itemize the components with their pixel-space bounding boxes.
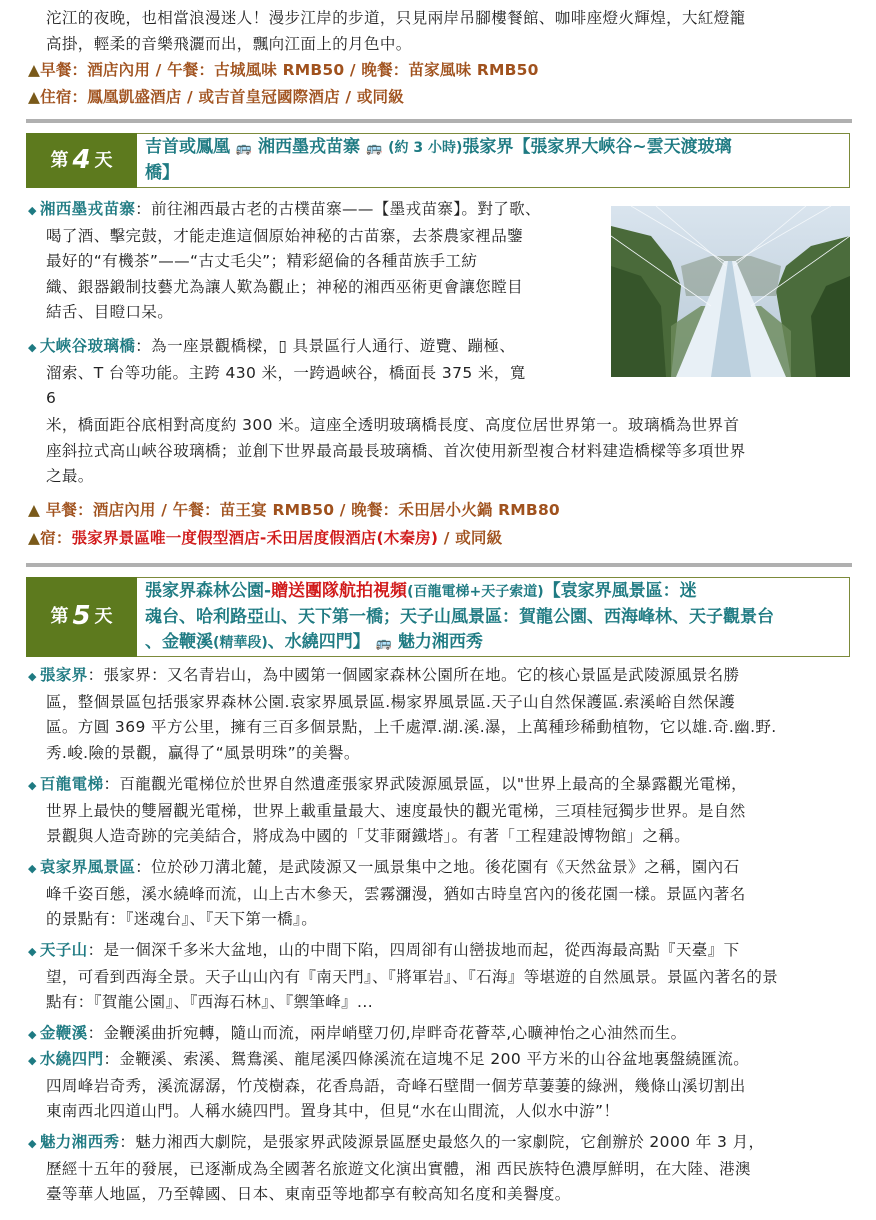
bullet-icon: ◆ <box>28 1137 37 1150</box>
day4-header <box>26 133 850 188</box>
bullet-icon: ◆ <box>28 1054 37 1067</box>
day5-item-shuiraosimen: ◆ 水繞四門：金鞭溪、索溪、鴛鴦溪、龍尾溪四條溪流在這塊不足 200 平方米的山谷盆地裏盤繞匯流。 四周峰岩奇秀，溪流潺潺，竹茂樹森，花香鳥語，奇峰石壁間一個芳草萋萋的綠洲，幾條山溪切割出 東南西北四道山門。人稱水繞四門。置身其中，但見“水在山間流，人似水中游”！ <box>28 1050 750 1120</box>
bullet-icon: ◆ <box>28 779 37 792</box>
bullet-icon: ◆ <box>28 341 37 354</box>
intro-line-1: 沱江的夜晚，也相當浪漫迷人！漫步江岸的步道，只見兩岸吊腳樓餐館、咖啡座燈火輝煌，大紅燈籠 <box>46 9 746 27</box>
bullet-icon: ◆ <box>28 1028 37 1041</box>
bullet-icon: ◆ <box>28 204 37 217</box>
day5-badge: 第 5 天 <box>26 577 137 657</box>
bullet-icon: ◆ <box>28 670 37 683</box>
day5-item-yuanjiajie: ◆ 袁家界風景區：位於砂刀溝北麓，是武陵源又一風景集中之地。後花園有《天然盆景》之稱，園內石 峰千姿百態，溪水繞峰而流，山上古木參天，雲霧瀰漫，猶如古時皇宮內的後花園一樣。景區內著名 的景點有：『迷魂台』、『天下第一橋』。 <box>28 858 746 928</box>
day3-stay: ▲住宿：鳳凰凱盛酒店 / 或吉首皇冠國際酒店 / 或同級 <box>28 88 404 106</box>
divider <box>26 119 852 123</box>
day4-title: 吉首或鳳凰 🚌 湘西墨戎苗寨 🚌 (約 3 小時)張家界【張家界大峽谷~雲天渡玻璃 橋】 <box>137 133 850 188</box>
bus-icon: 🚌 <box>235 141 253 156</box>
day5-item-tianzishan: ◆ 天子山：是一個深千多米大盆地，山的中間下陷，四周卻有山巒拔地而起，從西海最高點『天臺』下 望，可看到西海全景。天子山山內有『南天門』、『將軍岩』、『石海』等堪遊的自然風景。景區內著名的景 點有：『賀龍公園』、『西海石林』、『禦筆峰』... <box>28 941 779 1011</box>
day5-item-zhangjiajie: ◆ 張家界：張家界：又名青岩山，為中國第一個國家森林公園所在地。它的核心景區是武陵源風景名勝 區，整個景區包括張家界森林公園.袁家界風景區.楊家界風景區.天子山自然保護區.索溪峪自然保護 區。方圓 369 平方公里，擁有三百多個景點，上千處潭.湖.溪.瀑，上萬種珍稀動植物，它以雄.奇.幽.野. 秀.峻.險的景觀，贏得了“風景明珠”的美譽。 <box>28 666 777 762</box>
day4-item-glass-bridge-cont: 米，橋面距谷底相對高度約 300 米。這座全透明玻璃橋長度、高度位居世界第一。玻璃橋為世界首 座斜拉式高山峽谷玻璃橋；並創下世界最高最長玻璃橋、首次使用新型複合材料建造橋樑等多項世界 之最。 <box>46 416 746 485</box>
bus-icon: 🚌 <box>365 141 383 156</box>
day3-meal: ▲早餐：酒店內用 / 午餐：古城風味 RMB50 / 晚餐：苗家風味 RMB50 <box>28 61 539 79</box>
day5-header <box>26 577 850 657</box>
glass-bridge-photo <box>611 206 850 377</box>
day4-meal: ▲ 早餐：酒店內用 / 午餐：苗王宴 RMB50 / 晚餐：禾田居小火鍋 RMB80 <box>28 501 560 519</box>
day4-item-glass-bridge: ◆ 大峽谷玻璃橋：為一座景觀橋樑，▯ 具景區行人通行、遊覽、蹦極、 溜索、T 台等功能。主跨 430 米，一跨過峽谷，橋面長 375 米，寬 6 <box>28 337 526 407</box>
divider <box>26 563 852 567</box>
bullet-icon: ◆ <box>28 862 37 875</box>
day5-item-bailong-elevator: ◆ 百龍電梯：百龍觀光電梯位於世界自然遺產張家界武陵源風景區，以"世界上最高的全暴露觀光電梯， 世界上最快的雙層觀光電梯，世界上載重量最大、速度最快的觀光電梯，三項桂冠獨步世界。是自然 景觀與人造奇跡的完美結合，將成為中國的「艾菲爾鐵塔」。有著「工程建設博物館」之稱。 <box>28 775 748 845</box>
day4-badge: 第 4 天 <box>26 133 137 188</box>
bus-icon: 🚌 <box>375 636 392 651</box>
day5-title: 張家界森林公園-贈送團隊航拍視頻(百龍電梯+天子索道)【袁家界風景區：迷 魂台、哈利路亞山、天下第一橋；天子山風景區：賀龍公園、西海峰林、天子觀景台 、金鞭溪(精華段)、水繞四門】 🚌 魅力湘西秀 <box>137 577 850 657</box>
day5-item-jinbianxi: ◆ 金鞭溪：金鞭溪曲折宛轉，隨山而流，兩岸峭壁刀仞,岸畔奇花薈萃,心曠神怡之心油然而生。 <box>28 1024 687 1042</box>
day4-item-miao-village: ◆ 湘西墨戎苗寨：前往湘西最古老的古樸苗寨——【墨戎苗寨】。對了歌、 喝了酒、擊完鼓，才能走進這個原始神秘的古苗寨，去茶農家裡品鑒 最好的“有機茶”——“古丈毛尖”；精彩絕倫的各種苗族手工紡 織、銀器鍛制技藝尤為讓人歎為觀止；神秘的湘西巫術更會讓您瞠目 結舌、目瞪口呆。 <box>28 200 541 321</box>
day5-item-charm-xiangxi-show: ◆ 魅力湘西秀：魅力湘西大劇院，是張家界武陵源景區歷史最悠久的一家劇院，它創辦於 2000 年 3 月， 歷經十五年的發展，已逐漸成為全國著名旅遊文化演出實體，湘 西民族特色濃厚鮮明，在大陸、港澳 臺等華人地區，乃至韓國、日本、東南亞等地都享有較高知名度和美譽度。 <box>28 1133 765 1203</box>
bullet-icon: ◆ <box>28 945 37 958</box>
day4-stay: ▲宿：張家界景區唯一度假型酒店-禾田居度假酒店(木秦房) / 或同級 <box>28 529 503 547</box>
intro-line-2: 高掛，輕柔的音樂飛灑而出，飄向江面上的月色中。 <box>46 35 412 53</box>
